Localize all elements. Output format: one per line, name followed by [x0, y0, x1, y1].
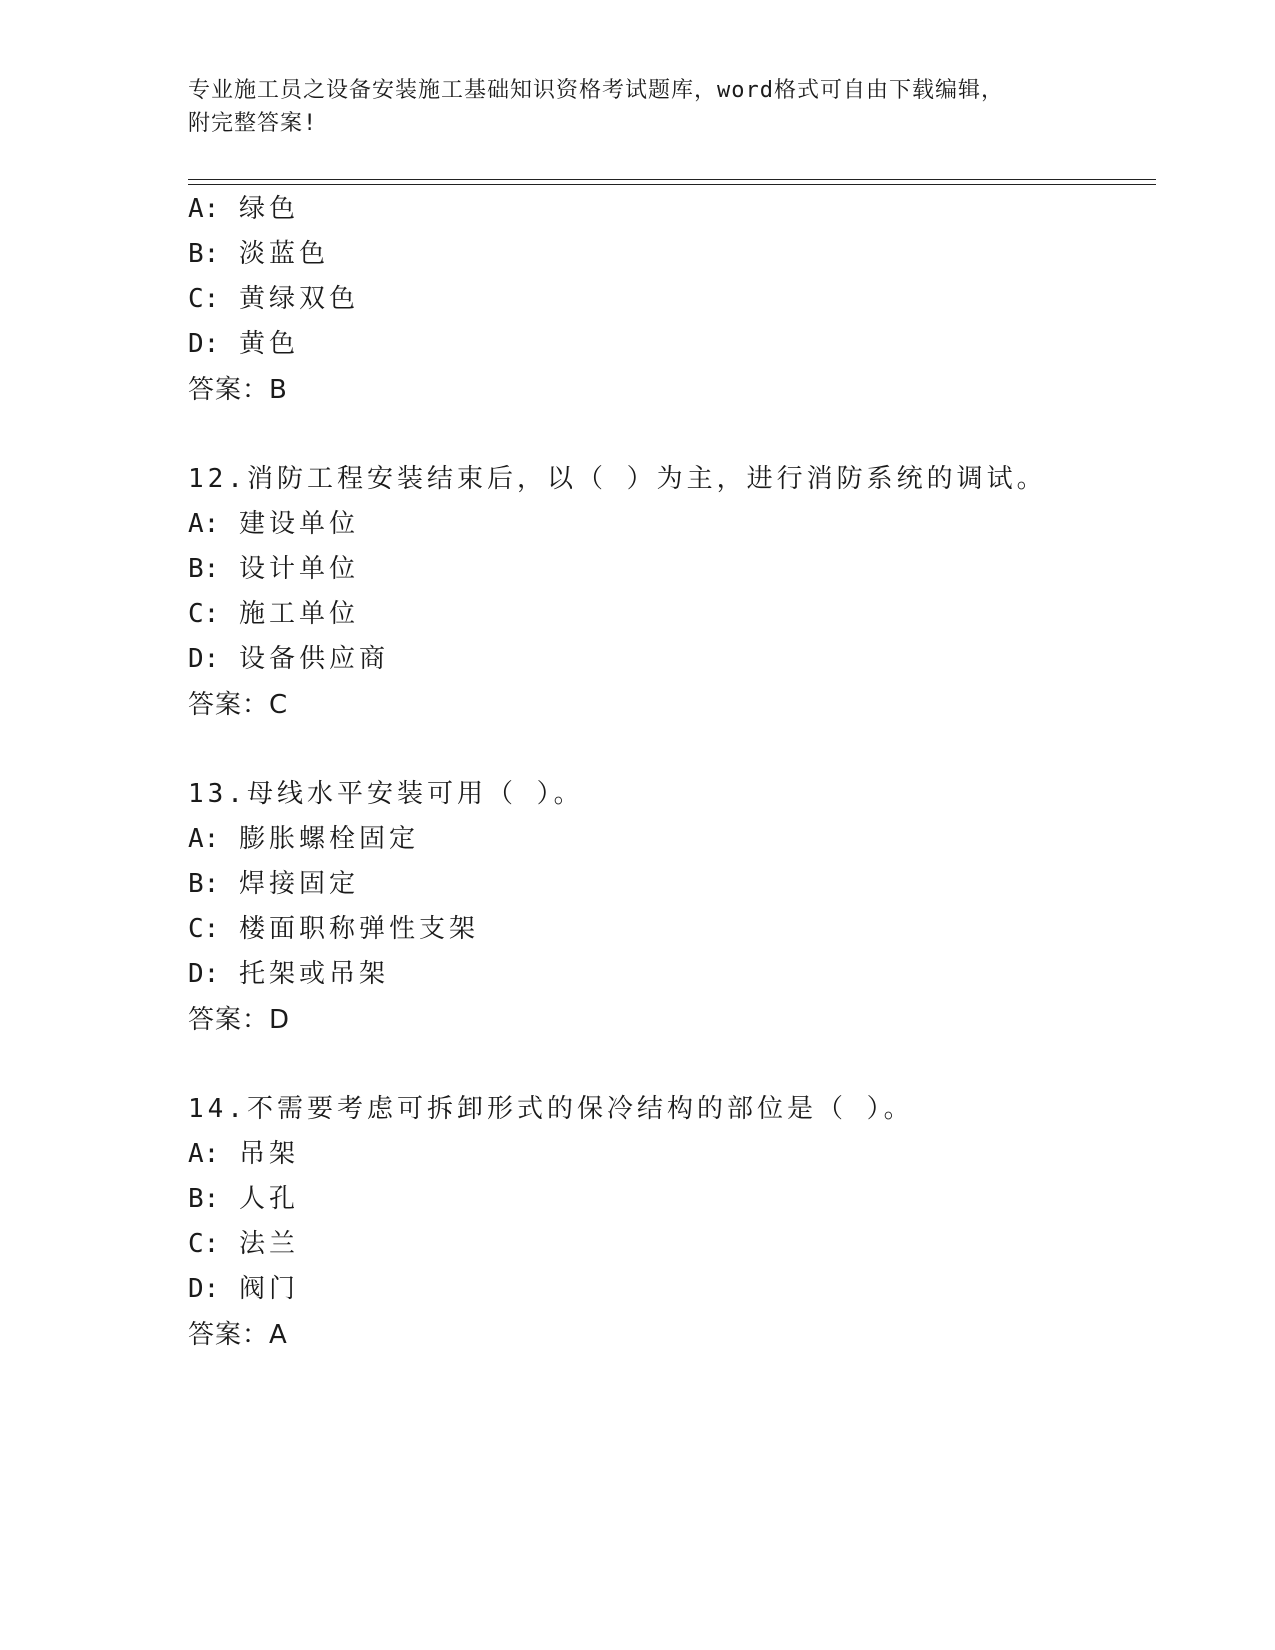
q14-option-d: D: 阀门 — [188, 1274, 299, 1304]
q13-option-c: C: 楼面职称弹性支架 — [188, 914, 479, 944]
q13-option-d: D: 托架或吊架 — [188, 959, 389, 989]
header-divider-top — [188, 179, 1156, 180]
q11-option-c: C: 黄绿双色 — [188, 284, 359, 314]
q14-option-a: A: 吊架 — [188, 1139, 299, 1169]
header-line-1: 专业施工员之设备安装施工基础知识资格考试题库，word格式可自由下载编辑， — [188, 78, 1004, 103]
q12-option-d: D: 设备供应商 — [188, 644, 389, 674]
q11-option-a: A: 绿色 — [188, 194, 299, 224]
q12-option-a: A: 建设单位 — [188, 509, 359, 539]
q11-answer: 答案：B — [188, 375, 288, 405]
q11-option-b: B: 淡蓝色 — [188, 239, 329, 269]
header-line-2: 附完整答案! — [188, 111, 318, 136]
q13-option-b: B: 焊接固定 — [188, 869, 359, 899]
q14-answer: 答案：A — [188, 1320, 288, 1350]
q13-option-a: A: 膨胀螺栓固定 — [188, 824, 419, 854]
q14-option-c: C: 法兰 — [188, 1229, 299, 1259]
document-header — [188, 74, 1088, 140]
q11-option-d: D: 黄色 — [188, 329, 299, 359]
q12-question: 12.消防工程安装结束后，以（ ）为主，进行消防系统的调试。 — [188, 464, 1047, 494]
q14-question: 14.不需要考虑可拆卸形式的保冷结构的部位是（ ）。 — [188, 1094, 914, 1124]
q13-answer: 答案：D — [188, 1005, 291, 1035]
q13-question: 13.母线水平安装可用（ ）。 — [188, 779, 584, 809]
q12-answer: 答案：C — [188, 690, 289, 720]
header-divider-bottom — [188, 184, 1156, 185]
q12-option-c: C: 施工单位 — [188, 599, 359, 629]
q14-option-b: B: 人孔 — [188, 1184, 299, 1214]
q12-option-b: B: 设计单位 — [188, 554, 359, 584]
